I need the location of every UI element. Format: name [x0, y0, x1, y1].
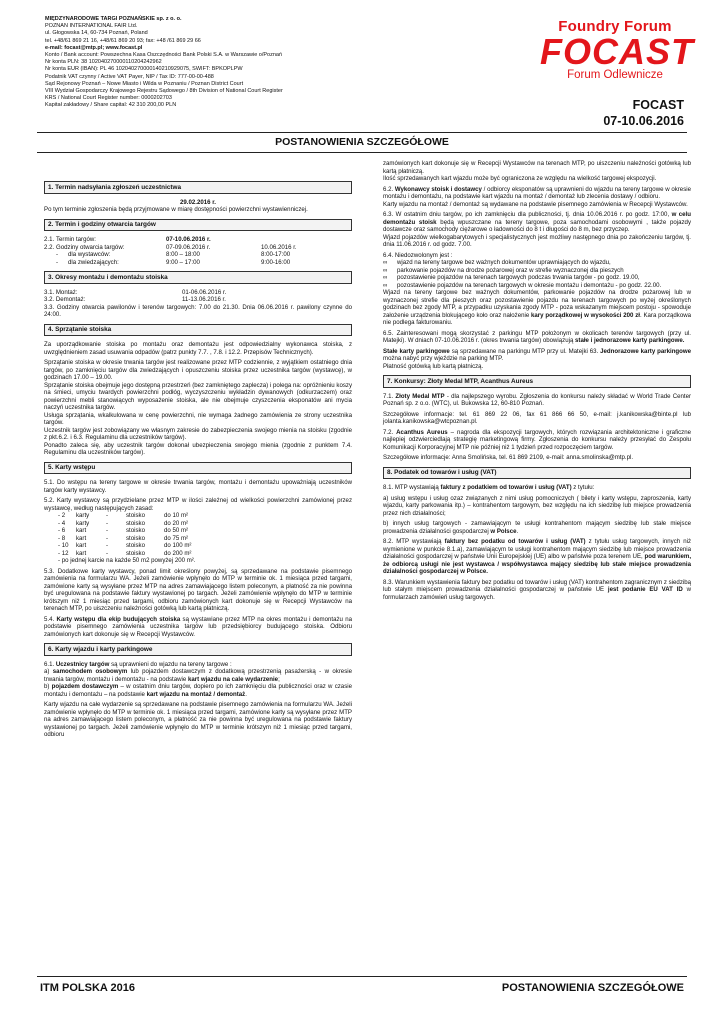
cleaning-p3: Sprzątanie stoiska obejmuje jego dostępną przestrzeń (bez zamkniętego zaplecza) i polega na: opróżnieniu koszy na śmieci, umyciu twardych powierzchni podłóg, wyczyszczeniu wykładzin dywanowych (odkurzaczem) oraz powierzchni mebli stanowiących wyposażenie stoiska, ale nie obejmuje czyszczenia eksponatów ani mycia naczyń uczestnika targów.	[44, 381, 352, 411]
left-column	[44, 160, 352, 742]
vat-id: Podatnik VAT czynny / Active VAT Payer, NIP / Tax ID: 777-00-00-488	[45, 73, 214, 80]
vehicle-b: b) pojazdem dostawczym – w ostatnim dniu targów, dopiero po ich zamknięciu dla publiczności oraz w czasie montażu i demontażu – na podstawie kart wjazdu na montaż / demontaż.	[44, 683, 352, 698]
cleaning-p2: Sprzątanie stoiska w okresie trwania targów jest realizowane przez MTP codziennie, z wyjątkiem ostatniego dnia targów, po zamknięciu targów dla zwiedzających i opuszczeniu stoiska przez uczestnika targów (wystawcę), w godzinach 17.00 – 19.00.	[44, 359, 352, 381]
bullet-icon: ∞	[383, 281, 388, 289]
right-p66: Stałe karty parkingowe są sprzedawane na parkingu MTP przy ul. Matejki 63. Jednorazowe karty parkingowe można nabyć przy wjeździe na parking MTP.	[383, 347, 691, 362]
contest-p2: Szczegółowe informacje: tel. 61 869 22 06, fax 61 866 66 50, e-mail: j.kanikowska@binte.pl lub jolanta.kanikowska@wtcpoznan.pl.	[383, 410, 691, 425]
event-dates: 07-10.06.2016	[603, 114, 684, 128]
vat-p3: b) innych usług targowych - zamawiającym te usługi kontrahentom mającym siedzibę lub stałe miejsce prowadzenia działalności gospodarczej w Polsce.	[383, 520, 691, 535]
district-court: Sąd Rejonowy Poznań – Nowe Miasto i Wilda w Poznaniu / Poznan District Court	[45, 80, 244, 87]
account-eur: Nr konta EUR (IBAN): PL 46 102040270000140210929075, SWIFT: BPKOPLPW	[45, 66, 243, 73]
right-p64: 6.4. Niedozwolonym jest :	[383, 251, 453, 259]
cleaning-p5: Uczestnik targów jest zobowiązany we własnym zakresie do zabezpieczenia swojego mienia na stoisku (zgodnie z pkt.6.2. i 6.3. Regulaminu dla uczestników targów).	[44, 426, 352, 441]
right-p1: zamówionych kart dokonuje się w Recepcji Wystawców na terenach MTP, po uiszczeniu należności gotówką lub kartą płatniczą.	[383, 160, 691, 175]
logo-main-text: FOCAST	[540, 31, 694, 72]
company-email[interactable]: e-mail: focast@mtp.pl; www.focast.pl	[45, 44, 143, 51]
vehicle-p2: Karty wjazdu na całe wydarzenie są sprzedawane na podstawie pisemnego zamówienia na formularzu WA. Jeżeli zamówienie wpłynęło do MTP w terminie ok. 1 miesiąca przed targami, zamówione karty są wysyłane przez MTP na adres zamawiającego listem poleconym, a płatność za nie powinna być uregulowana na podstawie faktury wystawionej po targach. Jeżeli zamówienie wpłynęło do MTP w terminie krótszym niż 1 miesiąc przed targami, odbioru	[44, 701, 352, 738]
vat-p2: a) usług wstępu i usług ozaz związanych z nimi usług pomocniczych ( bilety i karty wstępu, zaproszenia, karty wjazdu, karty parkowania itp.) – kontrahentom targowym, bez względu na ich siedzibę lub miejsce prowadzenia przez nich działalności;	[383, 494, 691, 517]
logo-top-text: Foundry Forum	[558, 18, 672, 35]
assembly-row: 3.1. Montaż: 01-06.06.2016 r.	[44, 288, 227, 296]
badges-extra: - po jednej karcie na każde 50 m2 powyżej 200 m².	[58, 557, 196, 564]
prohibited-item: ∞ pozostawienie pojazdów na terenach targowych w okresie montażu i demontażu - po godz. 22.00.	[383, 281, 662, 289]
right-column	[383, 160, 691, 604]
right-p64-text: Wjazd na tereny targowe bez ważnych dokumentów, parkowanie pojazdów na drodze pożarowej lub w wyznaczonej strefie dla pieszych oraz pozostawienie pojazdu na terenach targowych po wyżej określonych godzinach bez zgody MTP, a przypadku uzyskania zgody MTP - poza wskazanym miejscem postoju - spowoduje założenie urządzenia blokującego koło oraz nałożenie kary porządkowej w wysokości 200 zł. Kara porządkowa nie podlega fakturowaniu.	[383, 289, 691, 326]
vehicle-a: a) samochodem osobowym lub pojazdem dostawczym z dodatkową przestrzenią pasażerską - w okresie trwania targów, montażu i demontażu - na podstawie kart wjazdu na cale wydarzenie;	[44, 668, 352, 683]
company-name-en: POZNAN INTERNATIONAL FAIR Ltd.	[45, 23, 138, 30]
pavilion-hours: 3.3. Godziny otwarcia pawilonów i terenów targowych: 7.00 do 21.30. Dnia 06.06.2016 r. pawilony czynne do 24:00.	[44, 303, 352, 318]
contest-p1: 7.1. Złoty Medal MTP - dla najlepszego wyrobu. Zgłoszenia do konkursu należy składać w World Trade Center Poznań sp. z o.o. (WTC), ul. Bukowska 12, 60-810 Poznań.	[383, 392, 692, 407]
share-capital: Kapitał zakładowy / Share capital: 42 310 200,00 PLN	[45, 102, 177, 109]
krs-number: KRS / National Court Register number: 0000202703	[45, 95, 172, 102]
badges-p4: 5.4. Karty wstępu dla ekip budujących stoiska są wystawiane przez MTP na okres montażu i demontażu na podstawie pisemnego zamówienia uczestnika targów lub przedsiębiorcy budującego stoiska. Odbioru zamówionych kart dokonuje się w Recepcji Wystawców.	[44, 615, 352, 638]
section-3-header: 3. Okresy montażu i demontażu stoiska	[44, 271, 352, 284]
footer-right: POSTANOWIENIA SZCZEGÓŁOWE	[501, 982, 684, 994]
bullet-icon: ∞	[383, 266, 388, 274]
section-5-header: 5. Karty wstępu	[44, 462, 352, 475]
opening-hours-row: 2.2. Godziny otwarcia targów: 07-09.06.2016 r. 10.06.2016 r.	[44, 243, 297, 251]
cleaning-p1: Za uporządkowanie stoiska po montażu oraz demontażu jest odpowiedzialny wykonawca stoiska, z uwzględnieniem zasad usuwania odpadów (patrz punkty 7.7. , 7.8. i 12.2. Przepisów Technicznych).	[44, 341, 352, 356]
company-address: ul. Głogowska 14, 60-734 Poznań, Poland	[45, 30, 148, 37]
vat-p5: 8.3. Warunkiem wystawienia faktury bez podatku od towarów i usług (VAT) kontrahentom zagranicznym z siedzibą lub stałym miejscem prowadzenia działalności gospodarczej w państwie UE jest podanie EU VAT ID w formularzach zamówień usług targowych.	[383, 578, 691, 601]
court-division: VIII Wydział Gospodarczy Krajowego Rejestru Sądowego / 8th Division of National Court Register	[45, 88, 283, 95]
right-p63: 6.3. W ostatnim dniu targów, po ich zamknięciu dla publiczności, tj. dnia 10.06.2016 r. po godz. 17:00, w celu demontażu stoisk będą wpuszczane na tereny targowe, poza samochodami osobowymi , także pojazdy dostawcze oraz samochody ciężarowe o ładowności do 8 t i długości do 8 m, bez przyczep.	[383, 211, 691, 233]
contest-p3: 7.2. Acanthus Aureus – nagroda dla ekspozycji targowych, których rozwiązania architektoniczne i graficzne najlepiej odzwierciedlają strategię marketingową firmy. Zgłoszenia do konkursu należy przesyłać do Zespołu Komunikacji Korporacyjnej MTP nie później niż 1 tydzień przed rozpoczęciem targów.	[383, 428, 691, 451]
right-p62: 6.2. Wykonawcy stoisk i dostawcy / odbiorcy eksponatów są uprawnieni do wjazdu na tereny targowe w okresie montażu i demontażu, na podstawie kart wjazdu na montaż / demontaż lub zlecenia dostawy / odbioru.	[383, 185, 691, 200]
visitor-hours-row: - dla zwiedzających: 9:00 – 17:00 9:00-16:00	[56, 258, 291, 266]
event-info	[603, 97, 684, 129]
prohibited-item: ∞ wjazd na tereny targowe bez ważnych dokumentów uprawniających do wjazdu,	[383, 259, 611, 266]
vehicle-p1: 6.1. Uczestnicy targów są uprawnieni do wjazdu na tereny targowe :	[44, 660, 232, 668]
section-1-text: Po tym terminie zgłoszenia będą przyjmowane w miarę dostępności powierzchni wystawienniczej.	[44, 206, 308, 213]
cleaning-p4: Usługa sprzątania, wkalkulowana w cenę powierzchni, nie wymaga żadnego zamówienia ze strony uczestnika targów.	[44, 411, 352, 426]
right-p63d: Wjazd pojazdów wielkogabarytowych i specjalistycznych jest możliwy następnego dnia po zakończeniu targów, tj. dnia 11.06.2016 r. od godz. 7.00.	[383, 233, 691, 248]
company-phone: tel. +48/61 869 21 16, +48/61 869 20 93; fax: +48 /61 869 29 66	[45, 37, 201, 44]
prohibited-list	[383, 259, 691, 289]
event-name: FOCAST	[632, 98, 684, 112]
footer-divider	[37, 976, 687, 977]
company-name: MIĘDZYNARODOWE TARGI POZNAŃSKIE sp. z o. o.	[45, 16, 182, 22]
fair-dates-row: 2.1. Termin targów: 07-10.06.2016 r.	[44, 236, 211, 243]
title-divider	[37, 152, 687, 153]
section-4-header: 4. Sprzątanie stoiska	[44, 324, 352, 337]
badge-row: - 2 karty - stoisko do 10 m²	[58, 512, 189, 519]
cleaning-p6: Ponadto zaleca się, aby uczestnik targów dokonał ubezpieczenia swojego mienia (zgodnie z punktem 7.4. Regulaminu dla uczestników targów).	[44, 441, 352, 456]
exhibitor-hours-row: - dla wystawców: 8:00 – 18:00 8:00-17:00	[56, 251, 291, 258]
badges-p2: 5.2. Karty wystawcy są przydzielane przez MTP w ilości zależnej od wielkości powierzchni zamówionej przez wystawcę, według następujących zasad:	[44, 497, 352, 512]
badges-p3: 5.3. Dodatkowe karty wystawcy, ponad limit określony powyżej, są sprzedawane na podstawie pisemnego zamówienia na formularzu WA. Jeżeli zamówienie wpłynęło do MTP w terminie ok. 1 miesiąca przed targami, zamówione karty są wysyłane przez MTP na adres zamawiającego listem poleconym, a płatność za nie powinna być uregulowana na podstawie faktury wystawionej po targach. Jeżeli zamówienie wpłynęło do MTP w terminie krótszym niż 1 miesiąc przed targami, odbioru zamówionych kart dokonuje się w Recepcji Wystawców na terenach MTP, po uiszczeniu należności gotówką lub kartą płatniczą.	[44, 567, 352, 612]
badge-row: - 12 kart - stoisko do 200 m²	[58, 549, 192, 557]
right-p2: Ilość sprzedawanych kart wjazdu może być ograniczona ze względu na wielkość targowej ekspozycji.	[383, 175, 657, 182]
logo-bottom-text: Forum Odlewnicze	[567, 69, 663, 81]
prohibited-item: ∞ parkowanie pojazdów na drodze pożarowej oraz w strefie wyznaczonej dla pieszych	[383, 266, 624, 274]
badges-p1: 5.1. Do wstępu na tereny targowe w okresie trwania targów, montażu i demontażu upoważniają uczestników targów karty wystawcy.	[44, 479, 352, 494]
focast-logo	[540, 18, 694, 81]
vat-p1: 8.1. MTP wystawiają faktury z podatkiem od towarów i usług (VAT) z tytułu:	[383, 484, 595, 491]
vat-p4: 8.2. MTP wystawiają faktury bez podatku od towarów i usług (VAT) z tytułu usług targowych, innych niż wymienione w punkcie 8.1.a), zamawiającym te usługi kontrahentom mającym siedzibę lub miejsce prowadzenia działalności gospodarczej w państwie Unii Europejskiej (UE) albo w państwie poza terenem UE, pod warunkiem, że odbiorcą usługi nie jest wystawca / współwystawca mający siedzibę lub stałe miejsce prowadzenia działalności gospodarczej w Polsce.	[383, 538, 692, 575]
right-p62d: Karty wjazdu na montaż / demontaż są wydawane na podstawie pisemnego zamówienia w Recepcji Wystawców.	[383, 200, 688, 208]
badge-row: - 6 kart - stoisko do 50 m²	[58, 527, 189, 534]
badges-table	[44, 512, 352, 557]
section-6-header: 6. Karty wjazdu i karty parkingowe	[44, 643, 352, 656]
section-7-header: 7. Konkursy: Złoty Medal MTP, Acanthus Aureus	[383, 375, 691, 388]
bank-account: Konto / Bank account: Powszechna Kasa Oszczędności Bank Polski S.A. w Warszawie o/Poznań	[45, 52, 283, 59]
header-divider	[37, 132, 687, 133]
footer-left: ITM POLSKA 2016	[40, 982, 135, 994]
contest-p4: Szczegółowe informacje: Anna Smolińska, tel. 61 869 2109, e-mail: anna.smolinska@mtp.pl.	[383, 454, 634, 461]
badge-row: - 10 kart - stoisko do 100 m²	[58, 542, 192, 549]
section-1-header: 1. Termin nadsyłania zgłoszeń uczestnictwa	[44, 181, 352, 194]
right-p66e: Płatność gotówką lub kartą płatniczą.	[383, 362, 484, 370]
right-p65: 6.5. Zainteresowani mogą skorzystać z parkingu MTP położonym w okolicach terenów targowych (przy ul. Matejki). W dniach 07-10.06.2016 r. (okres trwania targów) obowiązują stałe i jednorazowe karty parkingowe.	[383, 329, 691, 344]
bullet-icon: ∞	[383, 259, 388, 266]
company-info	[45, 16, 505, 110]
section-8-header: 8. Podatek od towarów i usług (VAT)	[383, 467, 691, 480]
submission-deadline: 29.02.2016 r.	[180, 198, 216, 206]
section-2-header: 2. Termin i godziny otwarcia targów	[44, 219, 352, 232]
badge-row: - 4 karty - stoisko do 20 m²	[58, 519, 189, 527]
page-title: POSTANOWIENIA SZCZEGÓŁOWE	[275, 136, 449, 148]
prohibited-item: ∞ pozostawienie pojazdów na terenach targowych podczas trwania targów - po godz. 19.00,	[383, 274, 640, 281]
account-pln: Nr konta PLN: 38 102040270000110204242962	[45, 59, 162, 66]
dismantling-row: 3.2. Demontaż: 11-13.06.2016 r.	[44, 296, 226, 303]
bullet-icon: ∞	[383, 274, 388, 281]
badge-row: - 8 kart - stoisko do 75 m²	[58, 534, 189, 542]
